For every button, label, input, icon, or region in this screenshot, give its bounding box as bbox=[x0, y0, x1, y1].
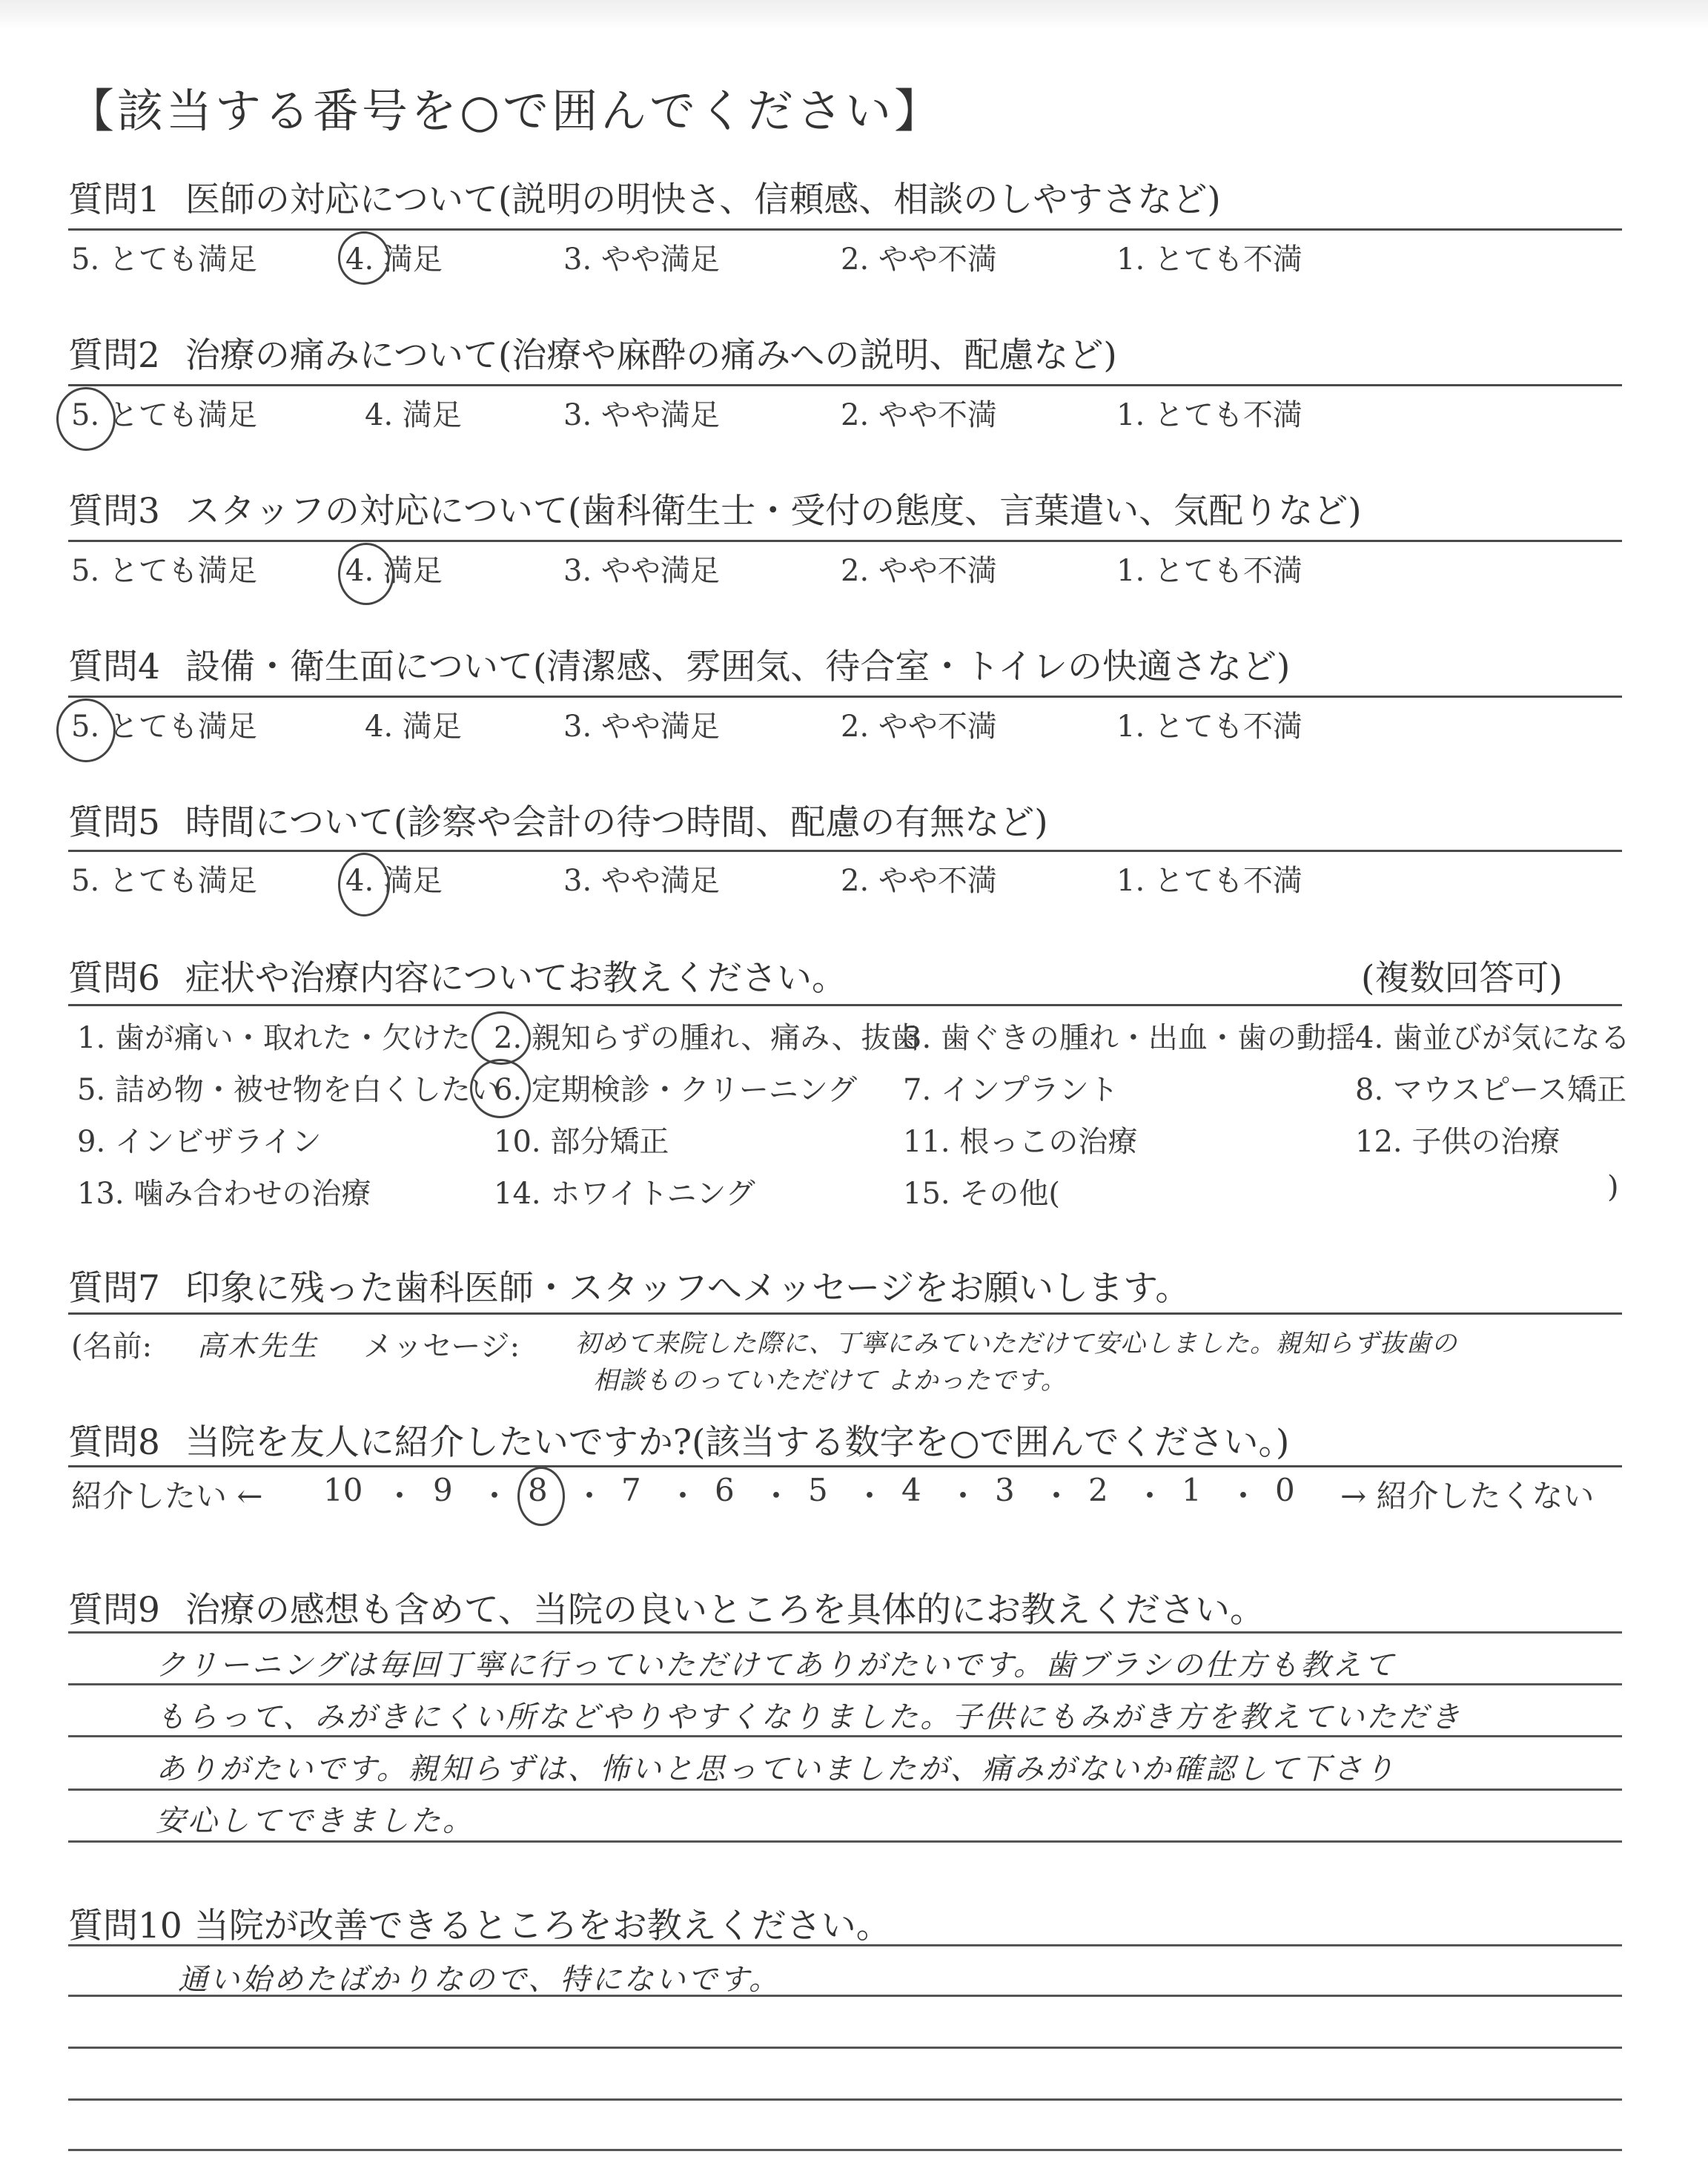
option-2[interactable]: 2. やや不満 bbox=[841, 242, 997, 277]
option-4[interactable]: 4. 満足 bbox=[345, 554, 443, 588]
scale-3[interactable]: 3 bbox=[995, 1472, 1015, 1508]
scale-separator: ・ bbox=[947, 1478, 979, 1514]
selection-circle bbox=[471, 1011, 531, 1065]
answer-line[interactable]: クリーニングは毎回丁寧に行っていただけてありがたいです。歯ブラシの仕方も教えて bbox=[156, 1648, 1396, 1682]
symptom-option[interactable]: 2. 親知らずの腫れ、痛み、抜歯 bbox=[494, 1021, 921, 1055]
symptom-option[interactable]: 14. ホワイトニング bbox=[494, 1177, 755, 1211]
question-rule bbox=[68, 228, 1622, 231]
scale-separator: ・ bbox=[1041, 1478, 1073, 1514]
name-label: (名前: bbox=[71, 1330, 153, 1364]
recommend-right-label: → 紹介したくない bbox=[1340, 1478, 1595, 1514]
question-title: 質問10 当院が改善できるところをお教えください。 bbox=[68, 1906, 891, 1946]
answer-rule bbox=[68, 2098, 1622, 2101]
selection-circle bbox=[338, 853, 390, 916]
scale-6[interactable]: 6 bbox=[715, 1472, 735, 1508]
symptom-option[interactable]: 11. 根っこの治療 bbox=[903, 1125, 1138, 1159]
option-3[interactable]: 3. やや満足 bbox=[563, 554, 720, 588]
recommend-left-label: 紹介したい ← bbox=[71, 1478, 263, 1514]
question-title: 質問2 治療の痛みについて(治療や麻酔の痛みへの説明、配慮など) bbox=[68, 335, 1117, 376]
scale-0[interactable]: 0 bbox=[1275, 1472, 1295, 1508]
scale-9[interactable]: 9 bbox=[433, 1472, 453, 1508]
option-2[interactable]: 2. やや不満 bbox=[841, 710, 997, 744]
scale-separator: ・ bbox=[854, 1478, 886, 1514]
question-title: 質問9 治療の感想も含めて、当院の良いところを具体的にお教えください。 bbox=[68, 1590, 1265, 1631]
instruction-header: 【該当する番号を○で囲んでください】 bbox=[68, 84, 944, 138]
option-5[interactable]: 5. とても満足 bbox=[71, 554, 257, 588]
scale-2[interactable]: 2 bbox=[1088, 1472, 1108, 1508]
answer-line[interactable]: ありがたいです。親知らずは、怖いと思っていましたが、痛みがないか確認して下さり bbox=[156, 1752, 1397, 1786]
scale-8[interactable]: 8 bbox=[528, 1472, 548, 1508]
question-rule bbox=[68, 384, 1622, 386]
symptom-option[interactable]: 7. インプラント bbox=[903, 1073, 1119, 1107]
option-1[interactable]: 1. とても不満 bbox=[1116, 398, 1302, 432]
scale-7[interactable]: 7 bbox=[621, 1472, 641, 1508]
question-title: 質問6 症状や治療内容についてお教えください。 bbox=[68, 958, 847, 999]
scale-1[interactable]: 1 bbox=[1182, 1472, 1202, 1508]
scale-5[interactable]: 5 bbox=[808, 1472, 828, 1508]
answer-rule bbox=[68, 2047, 1622, 2049]
other-close-paren: ) bbox=[1607, 1170, 1619, 1204]
option-4[interactable]: 4. 満足 bbox=[345, 242, 443, 277]
selection-circle bbox=[470, 1059, 531, 1118]
answer-rule bbox=[68, 1735, 1622, 1737]
symptom-option[interactable]: 1. 歯が痛い・取れた・欠けた bbox=[77, 1021, 471, 1055]
answer-rule bbox=[68, 1683, 1622, 1685]
answer-line[interactable]: 安心してできました。 bbox=[156, 1804, 474, 1838]
symptom-option[interactable]: 10. 部分矯正 bbox=[494, 1125, 669, 1159]
scale-separator: ・ bbox=[1228, 1478, 1260, 1514]
message-line-1[interactable]: 初めて来院した際に、丁寧にみていただけて安心しました。親知らず抜歯の bbox=[575, 1329, 1457, 1358]
option-1[interactable]: 1. とても不満 bbox=[1116, 554, 1302, 588]
message-line-2[interactable]: 相談ものっていただけて よかったです。 bbox=[593, 1366, 1067, 1396]
option-2[interactable]: 2. やや不満 bbox=[841, 398, 997, 432]
question-rule bbox=[68, 1465, 1622, 1467]
scale-separator: ・ bbox=[479, 1478, 511, 1514]
question-rule bbox=[68, 1312, 1622, 1315]
message-label: メッセージ: bbox=[363, 1330, 520, 1364]
answer-rule bbox=[68, 1944, 1622, 1946]
scale-separator: ・ bbox=[1134, 1478, 1166, 1514]
option-3[interactable]: 3. やや満足 bbox=[563, 398, 720, 432]
option-4[interactable]: 4. 満足 bbox=[365, 710, 462, 744]
answer-rule bbox=[68, 1631, 1622, 1634]
symptom-option[interactable]: 15. その他( bbox=[903, 1177, 1060, 1211]
selection-circle bbox=[56, 698, 116, 762]
symptom-option[interactable]: 4. 歯並びが気になる bbox=[1355, 1021, 1630, 1055]
question-title: 質問8 当院を友人に紹介したいですか?(該当する数字を○で囲んでください。) bbox=[68, 1422, 1290, 1463]
selection-circle bbox=[517, 1467, 565, 1526]
option-3[interactable]: 3. やや満足 bbox=[563, 710, 720, 744]
scale-separator: ・ bbox=[384, 1478, 416, 1514]
symptom-option[interactable]: 8. マウスピース矯正 bbox=[1355, 1073, 1627, 1107]
answer-rule bbox=[68, 2149, 1622, 2151]
symptom-option[interactable]: 13. 噛み合わせの治療 bbox=[77, 1177, 371, 1211]
option-1[interactable]: 1. とても不満 bbox=[1116, 242, 1302, 277]
option-4[interactable]: 4. 満足 bbox=[365, 398, 462, 432]
option-4[interactable]: 4. 満足 bbox=[345, 864, 443, 898]
symptom-option[interactable]: 9. インビザライン bbox=[77, 1125, 322, 1159]
symptom-option[interactable]: 12. 子供の治療 bbox=[1355, 1125, 1560, 1159]
scale-separator: ・ bbox=[761, 1478, 792, 1514]
symptom-option[interactable]: 3. 歯ぐきの腫れ・出血・歯の動揺 bbox=[903, 1021, 1356, 1055]
option-1[interactable]: 1. とても不満 bbox=[1116, 710, 1302, 744]
symptom-option[interactable]: 6. 定期検診・クリーニング bbox=[494, 1073, 858, 1107]
question-title: 質問1 医師の対応について(説明の明快さ、信頼感、相談のしやすさなど) bbox=[68, 179, 1221, 220]
option-2[interactable]: 2. やや不満 bbox=[841, 554, 997, 588]
option-5[interactable]: 5. とても満足 bbox=[71, 864, 257, 898]
symptom-option[interactable]: 5. 詰め物・被せ物を白くしたい bbox=[77, 1073, 500, 1107]
scale-4[interactable]: 4 bbox=[901, 1472, 921, 1508]
question-title: 質問3 スタッフの対応について(歯科衛生士・受付の態度、言葉遣い、気配りなど) bbox=[68, 491, 1362, 532]
scale-10[interactable]: 10 bbox=[323, 1472, 363, 1508]
question-rule bbox=[68, 540, 1622, 542]
scale-separator: ・ bbox=[574, 1478, 606, 1514]
question-rule bbox=[68, 696, 1622, 698]
question-rule bbox=[68, 850, 1622, 852]
answer-rule bbox=[68, 1995, 1622, 1997]
question-rule bbox=[68, 1004, 1622, 1006]
selection-circle bbox=[338, 231, 390, 285]
answer-rule bbox=[68, 1789, 1622, 1791]
answer-rule bbox=[68, 1840, 1622, 1843]
selection-circle bbox=[338, 543, 394, 605]
scan-top-band bbox=[0, 0, 1708, 28]
scale-separator: ・ bbox=[667, 1478, 699, 1514]
option-3[interactable]: 3. やや満足 bbox=[563, 242, 720, 277]
question-title: 質問5 時間について(診察や会計の待つ時間、配慮の有無など) bbox=[68, 802, 1048, 843]
option-2[interactable]: 2. やや不満 bbox=[841, 864, 997, 898]
option-5[interactable]: 5. とても満足 bbox=[71, 398, 257, 432]
staff-name-handwritten[interactable]: 高木先生 bbox=[197, 1330, 320, 1362]
multiple-answer-note: (複数回答可) bbox=[1361, 958, 1563, 999]
answer-line[interactable]: もらって、みがきにくい所などやりやすくなりました。子供にもみがき方を教えていただき bbox=[156, 1700, 1463, 1734]
question-title: 質問7 印象に残った歯科医師・スタッフへメッセージをお願いします。 bbox=[68, 1268, 1191, 1309]
selection-circle bbox=[56, 387, 116, 451]
question-title: 質問4 設備・衛生面について(清潔感、雰囲気、待合室・トイレの快適さなど) bbox=[68, 647, 1291, 687]
option-5[interactable]: 5. とても満足 bbox=[71, 710, 257, 744]
answer-line[interactable]: 通い始めたばかりなので、特にないです。 bbox=[178, 1963, 781, 1997]
option-1[interactable]: 1. とても不満 bbox=[1116, 864, 1302, 898]
option-5[interactable]: 5. とても満足 bbox=[71, 242, 257, 277]
option-3[interactable]: 3. やや満足 bbox=[563, 864, 720, 898]
